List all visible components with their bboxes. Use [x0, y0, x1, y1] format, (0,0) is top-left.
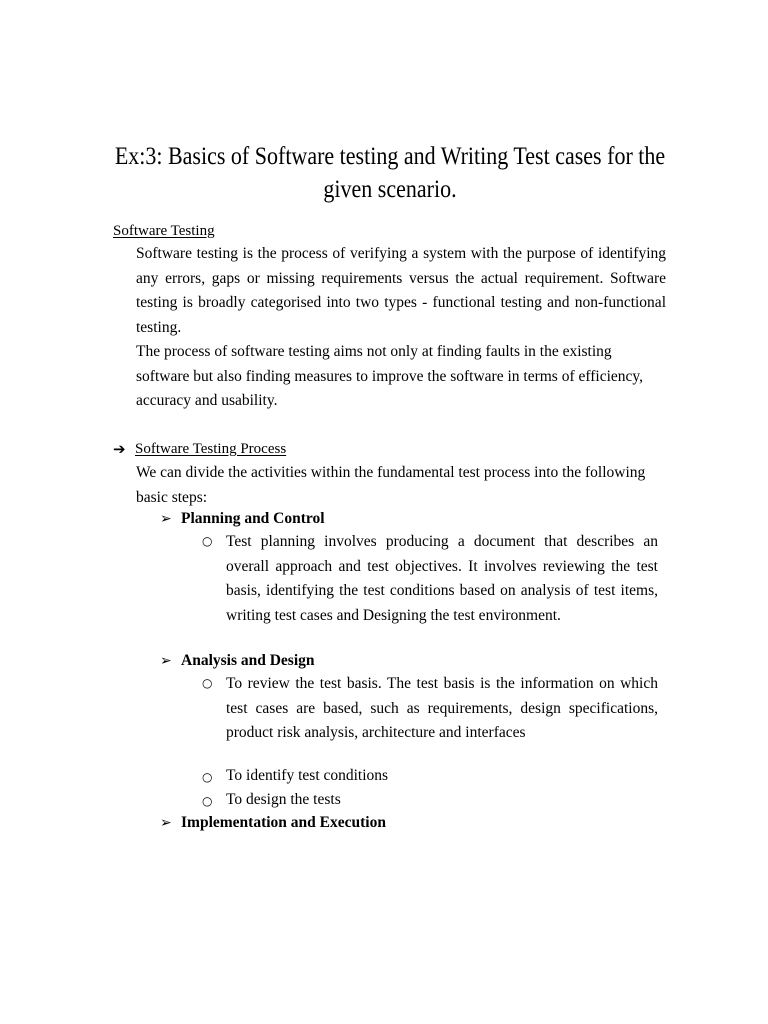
circle-bullet-icon: ○ — [202, 676, 213, 690]
step-label-implementation: Implementation and Execution — [181, 814, 386, 831]
list-item — [226, 530, 658, 628]
arrowhead-bullet-icon: ➢ — [160, 511, 172, 527]
paragraph: The process of software testing aims not only at finding faults in the existing software but also finding measures to improve the software in terms of efficiency, accuracy and usability. — [136, 343, 644, 409]
arrow-icon: ➔ — [113, 440, 126, 458]
arrowhead-bullet-icon: ➢ — [160, 653, 172, 669]
list-item-text: To review the test basis. The test basis is the information on which test cases are based, such as requirements, design specifications, product risk analysis, architecture and interfaces — [226, 675, 658, 741]
page-title: Ex:3: Basics of Software testing and Writing Test cases for the given scenario. — [114, 143, 666, 203]
circle-bullet-icon: ○ — [202, 770, 213, 784]
section-heading-testing-process: Software Testing Process — [135, 441, 287, 457]
arrowhead-bullet-icon: ➢ — [160, 815, 172, 831]
software-testing-description — [136, 242, 666, 414]
list-item — [226, 672, 658, 746]
list-item — [226, 789, 658, 811]
list-item-text: To design the tests — [226, 791, 341, 808]
paragraph: We can divide the activities within the fundamental test process into the following basic steps: — [136, 464, 646, 506]
testing-process-intro — [136, 461, 666, 510]
list-item-text: To identify test conditions — [226, 767, 389, 784]
list-item-text: Test planning involves producing a document that describes an overall approach and test objectives. It involves reviewing the test basis, identifying the test conditions based on analysis of test items, writing test cases and Designing the test environment. — [226, 533, 658, 624]
section-heading-software-testing: Software Testing — [113, 223, 215, 239]
list-item — [226, 765, 658, 787]
paragraph: Software testing is the process of verifying a system with the purpose of identifying any errors, gaps or missing requirements versus the actual requirement. Software testing is broadly categorised into two types - functional testing and non-functional testing. — [136, 245, 666, 336]
step-label-analysis: Analysis and Design — [181, 652, 315, 669]
circle-bullet-icon: ○ — [202, 794, 213, 808]
circle-bullet-icon: ○ — [202, 534, 213, 548]
step-label-planning: Planning and Control — [181, 510, 325, 527]
